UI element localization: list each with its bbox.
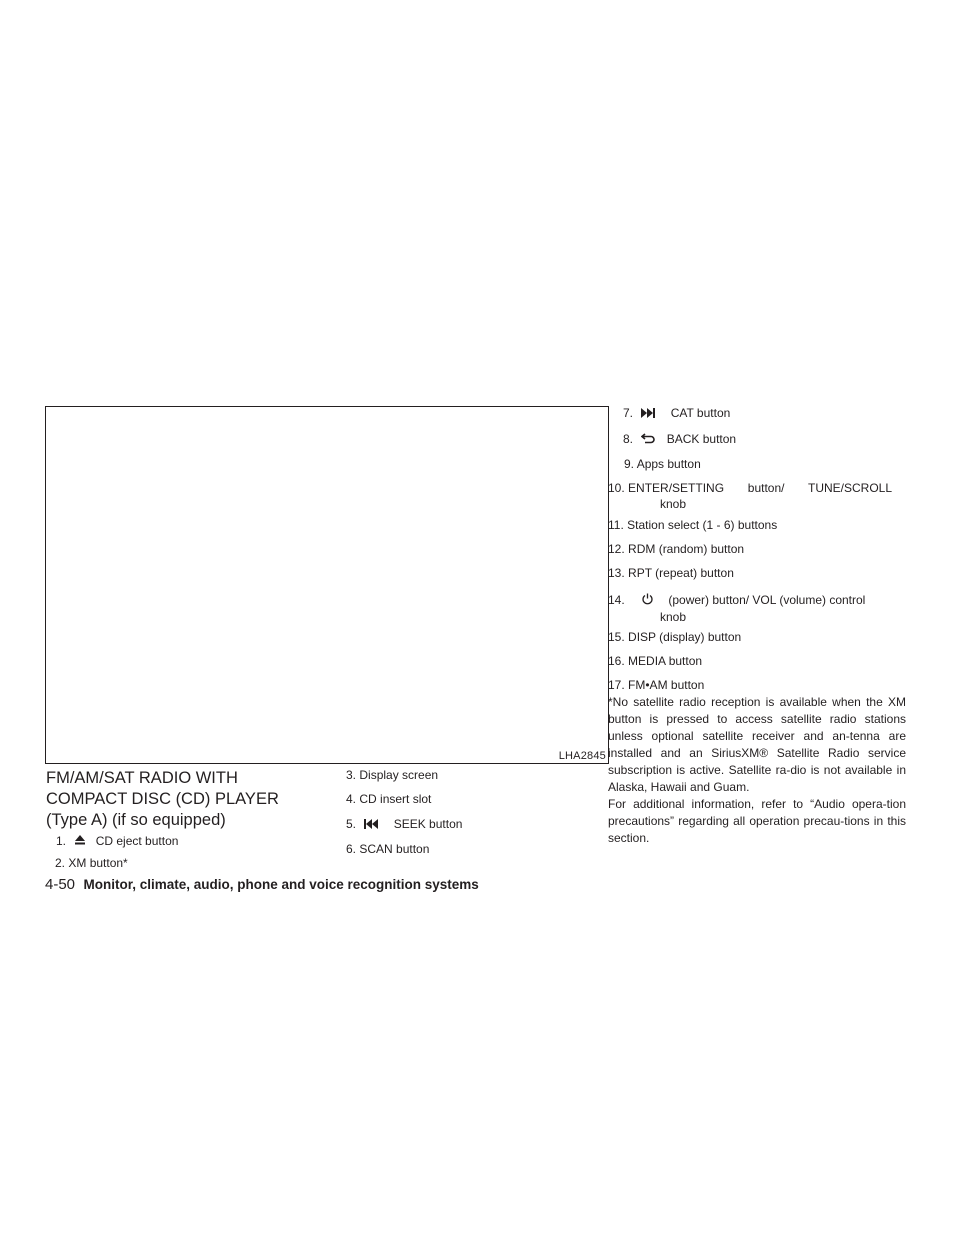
item-number: 8. bbox=[623, 432, 634, 446]
list-item bbox=[55, 856, 128, 870]
item-number: 10. bbox=[608, 481, 625, 495]
item-text: Apps button bbox=[636, 457, 701, 471]
list-item bbox=[346, 817, 462, 832]
item-text: MEDIA button bbox=[628, 654, 703, 668]
item-text: BACK button bbox=[666, 432, 737, 446]
list-item bbox=[608, 592, 865, 625]
item-text: Display screen bbox=[359, 768, 439, 782]
list-item bbox=[608, 678, 704, 692]
section-heading: FM/AM/SAT RADIO WITH COMPACT DISC (CD) PLAYER (Type A) (if so equipped) bbox=[46, 769, 279, 829]
list-item bbox=[623, 432, 736, 447]
list-item bbox=[608, 480, 892, 512]
item-number: 1. bbox=[56, 834, 67, 848]
item-text: CD insert slot bbox=[359, 792, 432, 806]
list-item bbox=[56, 834, 178, 849]
item-number: 4. bbox=[346, 792, 357, 806]
item-number: 2. bbox=[55, 856, 66, 870]
list-item bbox=[608, 542, 744, 556]
list-item bbox=[624, 457, 701, 471]
section-title: Monitor, climate, audio, phone and voice recognition systems bbox=[83, 877, 479, 892]
item-text: XM button* bbox=[68, 856, 128, 870]
item-text: RDM (random) button bbox=[628, 542, 745, 556]
list-item bbox=[346, 842, 429, 856]
item-number: 7. bbox=[623, 406, 634, 420]
page-number: 4-50 bbox=[45, 876, 76, 893]
item-number: 15. bbox=[608, 630, 625, 644]
item-text: FM•AM button bbox=[628, 678, 705, 692]
item-number: 12. bbox=[608, 542, 625, 556]
item-text: RPT (repeat) button bbox=[628, 566, 734, 580]
item-number: 5. bbox=[346, 817, 357, 831]
power-icon bbox=[642, 593, 653, 609]
item-number: 17. bbox=[608, 678, 625, 692]
item-number: 9. bbox=[624, 457, 635, 471]
item-text-continued: knob bbox=[660, 497, 687, 511]
item-text: DISP (display) button bbox=[628, 630, 742, 644]
figure-label: LHA2845 bbox=[558, 750, 606, 762]
item-number: 6. bbox=[346, 842, 357, 856]
item-number: 3. bbox=[346, 768, 357, 782]
item-text-continued: knob bbox=[660, 609, 687, 624]
item-text: CAT button bbox=[670, 406, 731, 420]
item-text: ENTER/SETTING button/ TUNE/SCROLL bbox=[628, 481, 893, 495]
list-item bbox=[608, 630, 741, 644]
list-item bbox=[346, 792, 431, 806]
list-item bbox=[346, 768, 438, 782]
item-text: SEEK button bbox=[393, 817, 463, 831]
item-text: (power) button/ VOL (volume) control bbox=[668, 593, 866, 607]
item-text: CD eject button bbox=[95, 834, 179, 848]
page-footer bbox=[45, 876, 479, 894]
seek-forward-icon bbox=[641, 407, 655, 421]
list-item bbox=[608, 566, 734, 580]
info-paragraph: For additional information, refer to “Audio opera-tion precautions” regarding all operation precau-tions in this section. bbox=[608, 797, 906, 845]
back-arrow-icon bbox=[641, 433, 655, 447]
list-item bbox=[608, 654, 702, 668]
item-text: SCAN button bbox=[359, 842, 430, 856]
item-number: 13. bbox=[608, 566, 625, 580]
radio-figure bbox=[45, 406, 609, 764]
item-number: 16. bbox=[608, 654, 625, 668]
footnote-paragraph: *No satellite radio reception is available when the XM button is pressed to access satellite radio stations unless optional satellite receiver and an-tenna are installed and an SiriusXM® Satellite Radio service subscription is active. Satellite ra-dio is not available in Alaska, Hawaii and Guam. bbox=[608, 695, 906, 794]
seek-back-icon bbox=[364, 818, 378, 832]
list-item bbox=[623, 406, 730, 421]
item-text: Station select (1 - 6) buttons bbox=[627, 518, 778, 532]
item-number: 11. bbox=[608, 518, 624, 532]
list-item bbox=[608, 518, 777, 532]
eject-icon bbox=[74, 834, 86, 849]
item-number: 14. bbox=[608, 593, 625, 607]
